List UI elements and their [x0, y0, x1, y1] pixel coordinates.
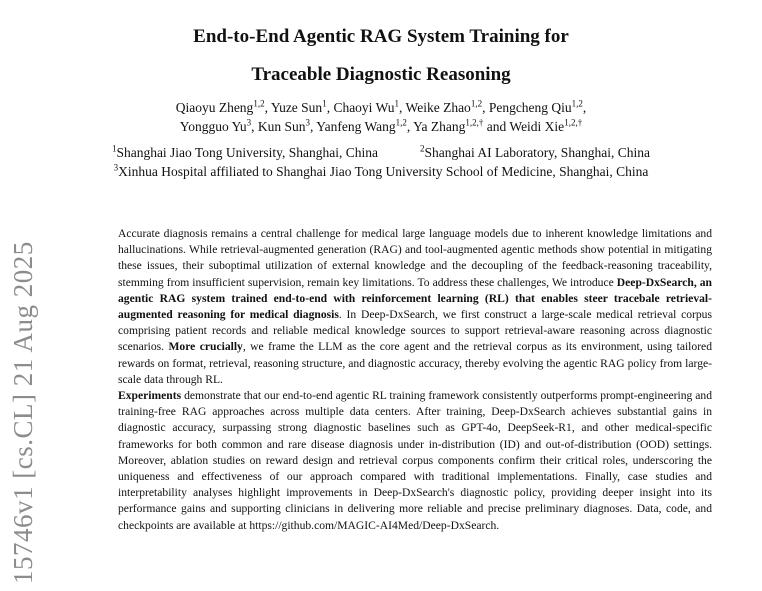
author-affiliation-mark: 1,2 — [470, 98, 483, 109]
abstract-paragraph-2 — [118, 388, 712, 534]
author-affiliation-mark: 3 — [305, 117, 310, 128]
author-separator: , — [326, 100, 334, 115]
author-separator: , — [309, 119, 317, 134]
author-name: Yongguo Yu — [179, 119, 247, 134]
author-name: Weike Zhao — [405, 100, 471, 115]
author-affiliation-mark: 1,2,† — [465, 117, 484, 128]
author-affiliation-mark: 1 — [394, 98, 400, 109]
author-separator: , — [582, 100, 587, 115]
abstract-emphasis: Deep-DxSearch, an agentic RAG system trained end-to-end with reinforcement learning (RL) that enables steer tracebale retrieval-augmented reasoning for medical diagnosis — [118, 275, 712, 322]
abstract-text: . In Deep-DxSearch, we first construct a large-scale medical retrieval corpus comprising patient records and reliable medical knowledge sources to support retrieval-aware reasoning across diagnostic scenarios. — [118, 308, 712, 354]
affiliation-2: $^2$Shanghai AI Laboratory, Shanghai, China — [419, 143, 651, 160]
author-affiliation-mark: 1,2,† — [564, 117, 583, 128]
affiliation-1: $^1$Shanghai Jiao Tong University, Shanghai, China — [111, 143, 378, 160]
author-line-2 — [0, 117, 762, 136]
author-separator: , — [399, 100, 406, 115]
arxiv-identifier-watermark: 15746v1 [cs.CL] 21 Aug 2025 — [8, 241, 38, 584]
author-name: Yanfeng Wang — [316, 119, 396, 134]
author-affiliation-mark: 1,2 — [395, 117, 407, 128]
author-name: Pengcheng Qiu — [488, 100, 572, 115]
affiliation-3: $^3$Xinhua Hospital affiliated to Shanghai Jiao Tong University School of Medicine, Shanghai, China — [113, 162, 649, 179]
abstract-text: demonstrate that our end-to-end agentic RL training framework consistently outperforms prompt-engineering and training-free RAG approaches across multiple data centers. After training, Deep-DxSearch achieves substantial gains in diagnostic accuracy, surpassing strong diagnostic baselines such as GPT-4o, DeepSeek-R1, and other medical-specific frameworks for both common and rare disease diagnosis under in-distribution (ID) and out-of-distribution (OOD) settings. Moreover, ablation studies on reward design and retrieval corpus components confirm their critical roles, underscoring the uniqueness and effectiveness of our approach compared with traditional implementations. Finally, case studies and interpretability analyses highlight improvements in Deep-DxSearch's diagnostic policy, providing deeper insight into its performance gains and supporting clinicians in delivering more reliable and precise preliminary diagnoses. Data, code, and checkpoints are available at https://github.com/MAGIC-AI4Med/Deep-DxSearch. — [118, 389, 712, 532]
abstract-emphasis: Experiments — [118, 389, 182, 403]
author-affiliation-mark: 1,2 — [571, 98, 583, 109]
abstract-text: Accurate diagnosis remains a central challenge for medical large language models due to inherent knowledge limitations and hallucinations. While retrieval-augmented generation (RAG) and tool-augmented agentic methods show potential in mitigating these issues, their suboptimal utilization of external knowledge and the decoupling of the feedback-reasoning traceability, stemming from insufficient supervision, remain key limitations. To address these challenges, We introduce — [118, 227, 712, 289]
abstract-paragraph-1 — [118, 226, 712, 388]
author-separator: , — [406, 119, 414, 134]
abstract-emphasis: More crucially — [168, 340, 243, 354]
author-separator: , — [482, 100, 489, 115]
author-affiliation-mark: 1,2 — [253, 98, 265, 109]
author-affiliation-mark: 1 — [322, 98, 327, 109]
title-line-1: End-to-End Agentic RAG System Training for — [193, 26, 569, 47]
author-name: Ya Zhang — [413, 119, 466, 134]
author-name: Weidi Xie — [509, 119, 565, 134]
title-line-2: Traceable Diagnostic Reasoning — [251, 64, 511, 85]
author-separator: , — [251, 119, 258, 134]
author-separator: , — [264, 100, 271, 115]
affiliations — [0, 143, 762, 181]
author-affiliation-mark: 3 — [246, 117, 252, 128]
author-name: Qiaoyu Zheng — [175, 100, 254, 115]
author-line-1 — [0, 98, 762, 117]
author-name: Yuze Sun — [270, 100, 323, 115]
author-list — [0, 98, 762, 136]
author-name: Chaoyi Wu — [333, 100, 395, 115]
author-separator: and — [483, 119, 510, 134]
abstract — [118, 226, 712, 534]
author-name: Kun Sun — [257, 119, 306, 134]
paper-title — [0, 18, 762, 94]
abstract-text: , we frame the LLM as the core agent and the retrieval corpus as its environment, using tailored rewards on format, retrieval, reasoning structure, and diagnostic accuracy, thereby evolving the agentic RAG policy from large-scale data through RL. — [118, 340, 713, 386]
